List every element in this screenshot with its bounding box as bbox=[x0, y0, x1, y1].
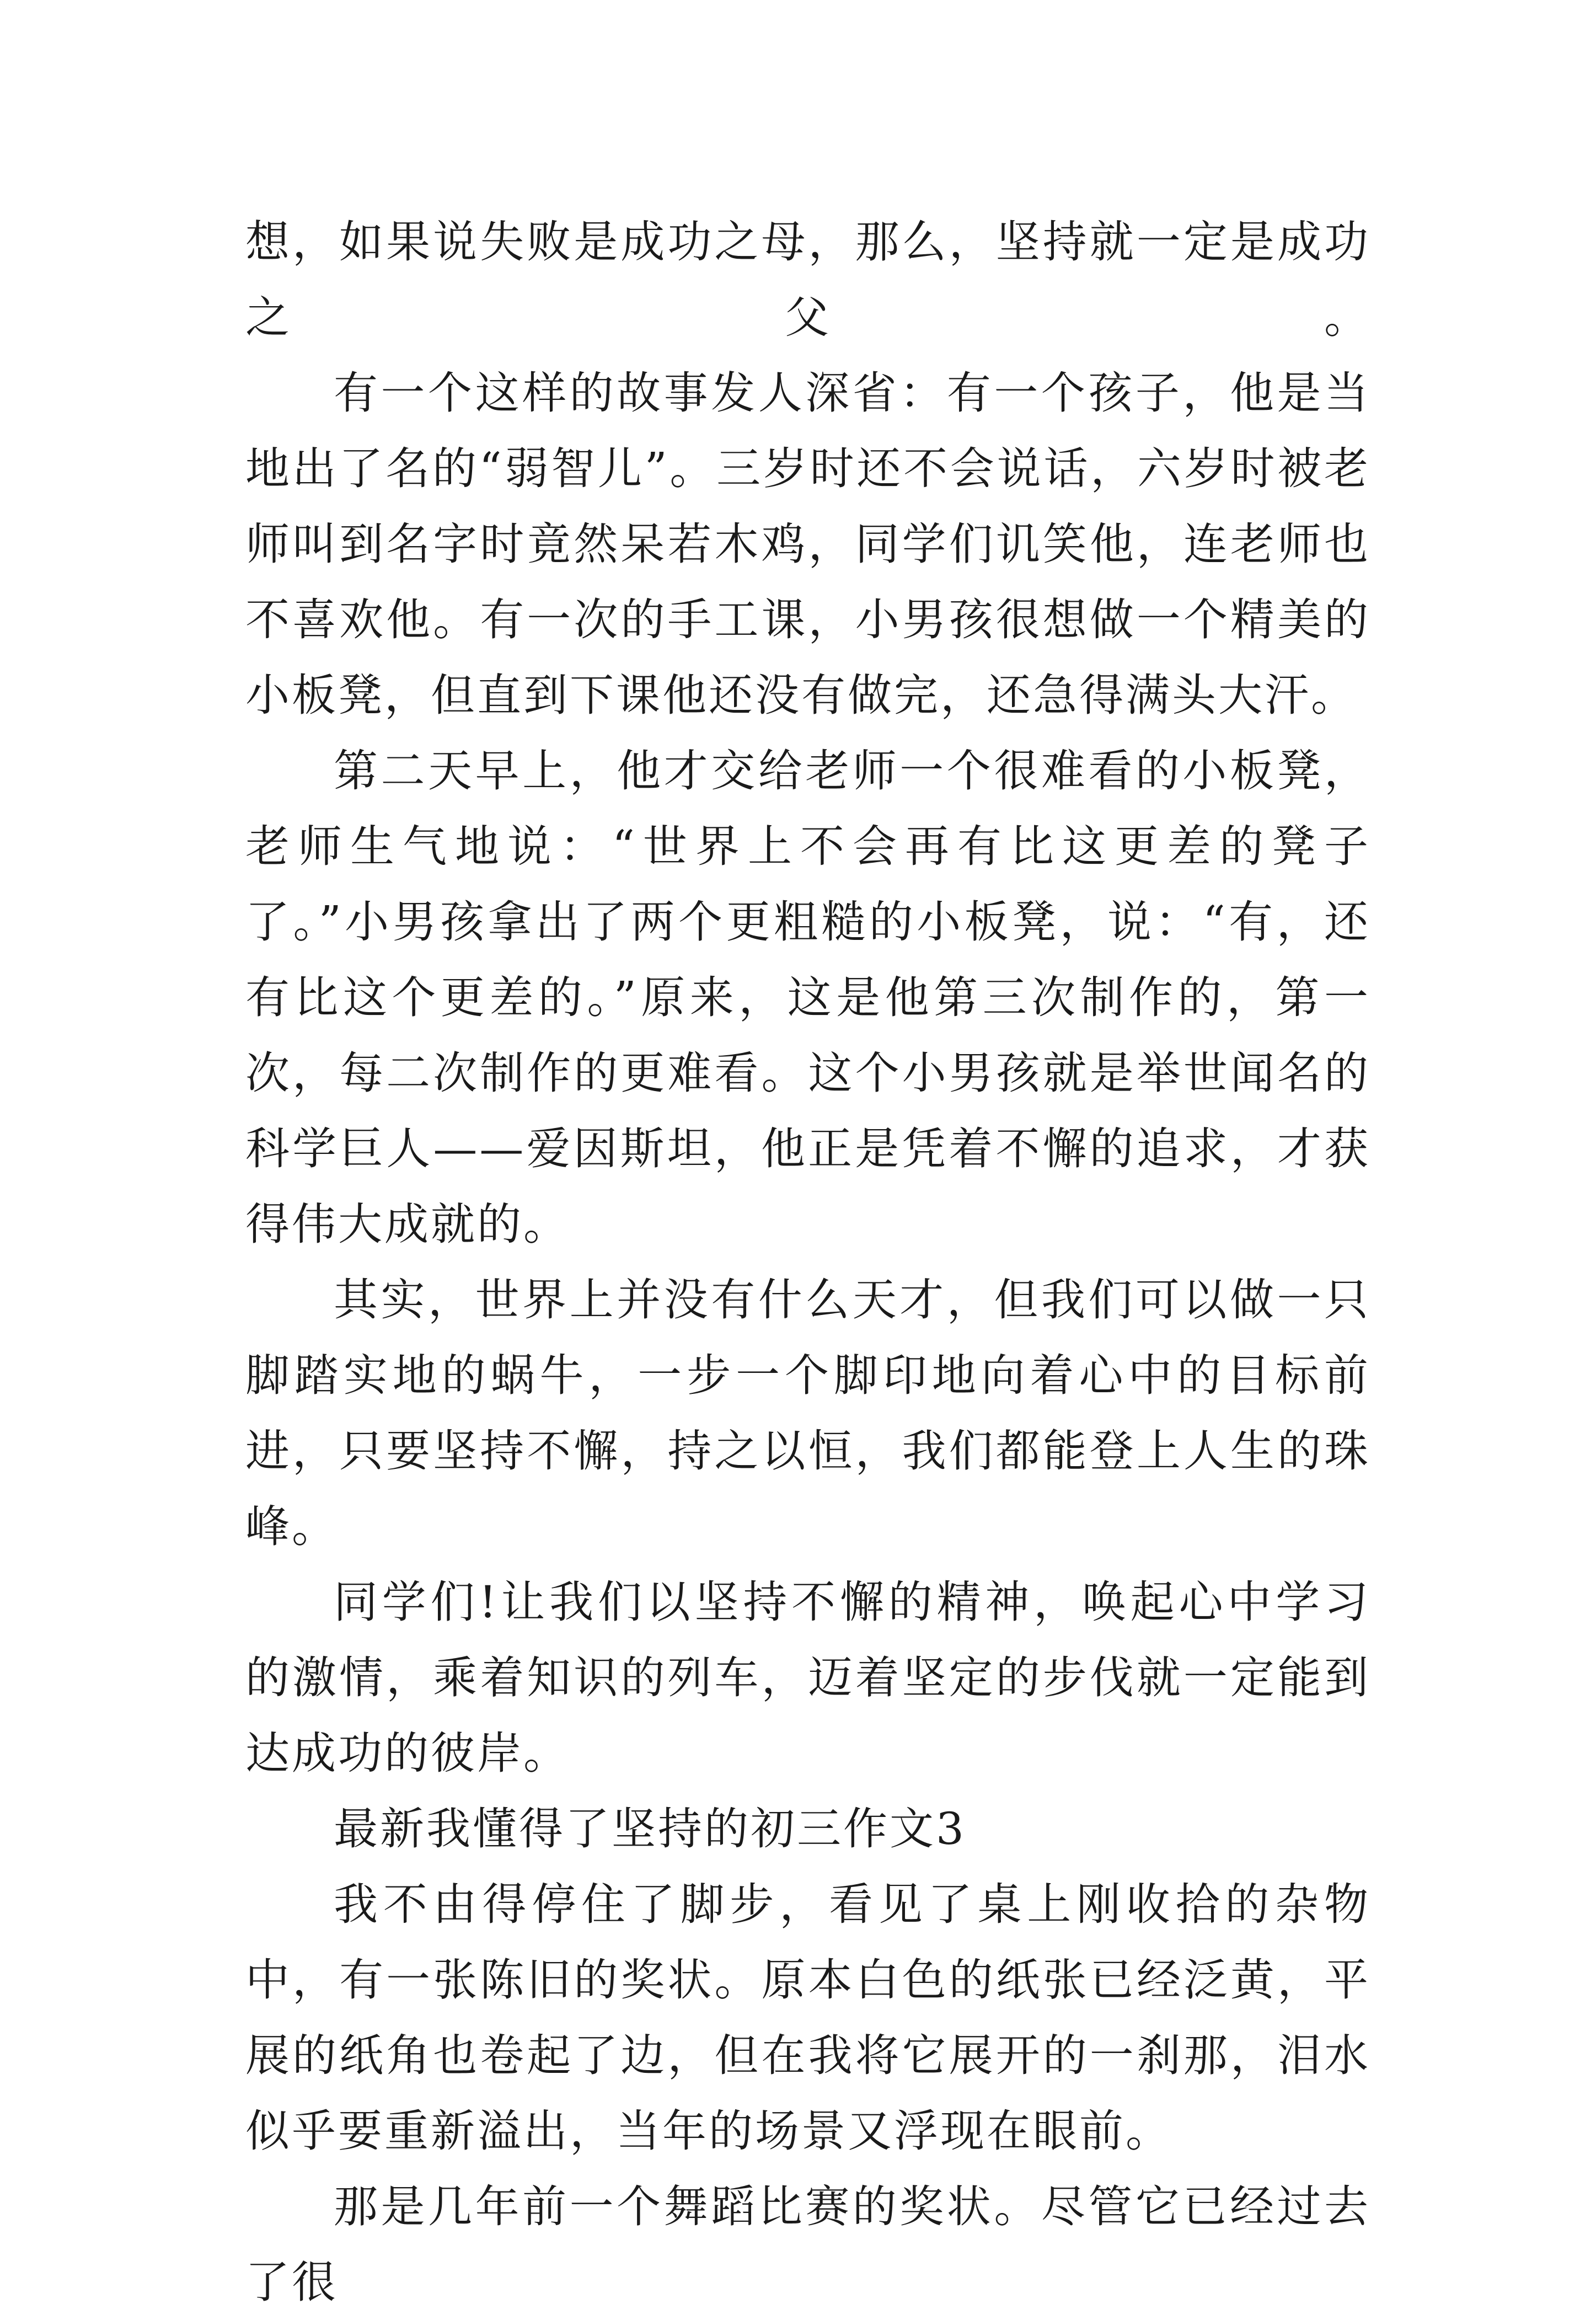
paragraph-old-certificate: 我不由得停住了脚步，看见了桌上刚收拾的杂物中，有一张陈旧的奖状。原本白色的纸张已经泛黄，平展的纸角也卷起了边，但在我将它展开的一刹那，泪水似乎要重新溢出，当年的场景又浮现在眼前。 bbox=[245, 1879, 1370, 2157]
paragraph-einstein-story: 第二天早上，他才交给老师一个很难看的小板凳，老师生气地说：“世界上不会再有比这更差的凳子了。”小男孩拿出了两个更粗糙的小板凳，说：“有，还有比这个更差的。”原来，这是他第三次制作的，第一次，每二次制作的更难看。这个小男孩就是举世闻名的科学巨人——爱因斯坦，他正是凭着不懈的追求，才获得伟大成就的。 bbox=[245, 745, 1370, 1250]
paragraph-no-genius: 其实，世界上并没有什么天才，但我们可以做一只脚踏实地的蜗牛，一步一个脚印地向着心中的目标前进，只要坚持不懈，持之以恒，我们都能登上人生的珠峰。 bbox=[245, 1274, 1370, 1552]
essay-heading: 最新我懂得了坚持的初三作文3 bbox=[334, 1803, 966, 1854]
paragraph-continuation: 想，如果说失败是成功之母，那么，坚持就一定是成功之父。 bbox=[245, 216, 1370, 343]
paragraph-dance-competition: 那是几年前一个舞蹈比赛的奖状。尽管它已经过去了很 bbox=[245, 2181, 1370, 2308]
document-body bbox=[245, 204, 1370, 2320]
paragraph-call-to-action: 同学们!让我们以坚持不懈的精神，唤起心中学习的激情，乘着知识的列车，迈着坚定的步伐就一定能到达成功的彼岸。 bbox=[245, 1576, 1370, 1779]
paragraph-story-intro: 有一个这样的故事发人深省：有一个孩子，他是当地出了名的“弱智儿”。三岁时还不会说话，六岁时被老师叫到名字时竟然呆若木鸡，同学们讥笑他，连老师也不喜欢他。有一次的手工课，小男孩很想做一个精美的小板凳，但直到下课他还没有做完，还急得满头大汗。 bbox=[245, 367, 1370, 721]
